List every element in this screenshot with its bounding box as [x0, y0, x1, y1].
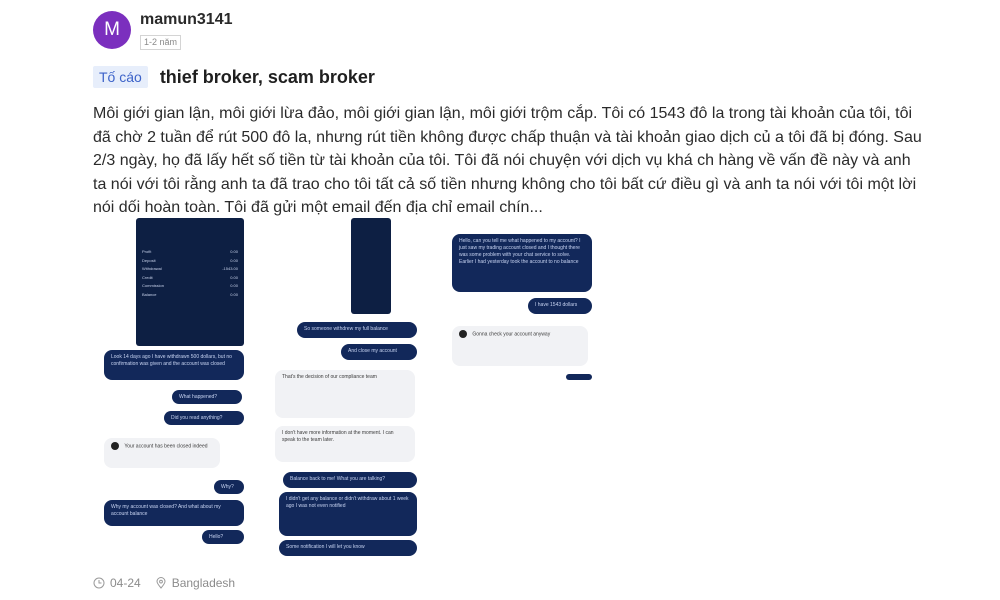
phone-row-value: 0.00	[230, 291, 238, 297]
account-age-badge: 1-2 năm	[140, 35, 181, 50]
review-location: Bangladesh	[171, 576, 236, 590]
phone-balance-row	[136, 248, 244, 257]
phone-row-label: Balance	[142, 291, 157, 297]
chat-bubble	[566, 374, 592, 380]
chat-bubble: Hello?	[202, 530, 244, 544]
review-footer	[93, 576, 249, 590]
chat-bubble: Did you read anything?	[164, 411, 244, 425]
phone-row-label: Deposit	[142, 257, 156, 263]
review-date: 04-24	[110, 576, 141, 590]
agent-avatar-icon	[459, 330, 467, 338]
chat-bubble: Balance back to me! What you are talking?	[283, 472, 417, 488]
screenshot-3[interactable]	[448, 218, 594, 380]
phone-balance-row	[136, 282, 244, 291]
phone-row-label: Profit	[142, 249, 152, 254]
screenshot-gallery	[100, 218, 600, 558]
phone-row-label: Commission	[142, 283, 165, 288]
user-info	[140, 9, 233, 50]
chat-bubble: Look 14 days ago I have withdrawn 500 dollars, but no confirmation was given and the account was closed	[104, 350, 244, 380]
report-tag: Tố cáo	[93, 66, 148, 88]
chat-bubble: What happened?	[172, 390, 242, 404]
clock-icon	[93, 577, 105, 589]
agent-avatar-icon	[111, 442, 119, 450]
chat-bubble: I have 1543 dollars	[528, 298, 592, 314]
location-pin-icon	[155, 577, 167, 589]
screenshot-1[interactable]	[100, 218, 248, 550]
review-header	[93, 9, 233, 50]
phone-balance-screen	[136, 218, 244, 346]
chat-bubble: Gonna check your account anyway	[452, 326, 588, 366]
phone-screen	[351, 218, 391, 314]
chat-bubble: Some notification I will let you know	[279, 540, 417, 556]
review-title-row	[93, 66, 375, 88]
phone-balance-row	[136, 257, 244, 266]
phone-balance-row	[136, 291, 244, 300]
phone-row-value: 0.00	[230, 283, 238, 288]
chat-bubble: Why my account was closed? And what about my account balance	[104, 500, 244, 526]
chat-bubble: That's the decision of our compliance team	[275, 370, 415, 418]
chat-bubble: Hello, can you tell me what happened to my account? I just saw my trading account closed and I thought there was some problem with your chat service to solve. Earlier I had yesterday took the account to no balance	[452, 234, 592, 292]
review-title: thief broker, scam broker	[159, 66, 375, 87]
location-item	[155, 576, 235, 590]
phone-row-value: 0.00	[230, 249, 238, 254]
chat-bubble: So someone withdrew my full balance	[297, 322, 417, 338]
phone-row-label: Withdrawal	[142, 266, 162, 271]
date-item	[93, 576, 141, 590]
chat-bubble: I didn't get any balance or didn't withdraw about 1 week ago I was not even notified	[279, 492, 417, 536]
chat-bubble: And close my account	[341, 344, 417, 360]
chat-bubble: Your account has been closed indeed	[104, 438, 220, 468]
phone-row-value: -1543.00	[222, 266, 238, 271]
phone-balance-row	[136, 265, 244, 274]
avatar[interactable]: M	[93, 11, 131, 49]
phone-row-value: 0.00	[230, 257, 238, 263]
phone-row-label: Credit	[142, 274, 153, 280]
review-body[interactable]: Môi giới gian lận, môi giới lừa đảo, môi giới gian lận, môi giới trộm cắp. Tôi có 1543 đô la trong tài khoản của tôi, tôi đã chờ 2 tuần để rút 500 đô la, nhưng rút tiền không được chấp thuận và tài khoản giao dịch củ a tôi đã bị đóng. Sau 2/3 ngày, họ đã lấy hết số tiền từ tài khoản của tôi. Tôi đã nói chuyện với dịch vụ khá ch hàng về vấn đề này và anh ta nói với tôi rằng anh ta đã trao cho tôi tất cả số tiền nhưng không cho tôi bất cứ điều gì và anh ta nói với tôi một lời nói dối hoàn toàn. Tôi đã gửi một email đến địa chỉ email chín...	[93, 105, 922, 216]
screenshot-2[interactable]	[275, 218, 421, 558]
phone-balance-row	[136, 274, 244, 283]
phone-row-value: 0.00	[230, 274, 238, 280]
chat-bubble: Why?	[214, 480, 244, 494]
chat-bubble: I don't have more information at the moment. I can speak to the team later.	[275, 426, 415, 462]
username[interactable]: mamun3141	[140, 11, 233, 28]
